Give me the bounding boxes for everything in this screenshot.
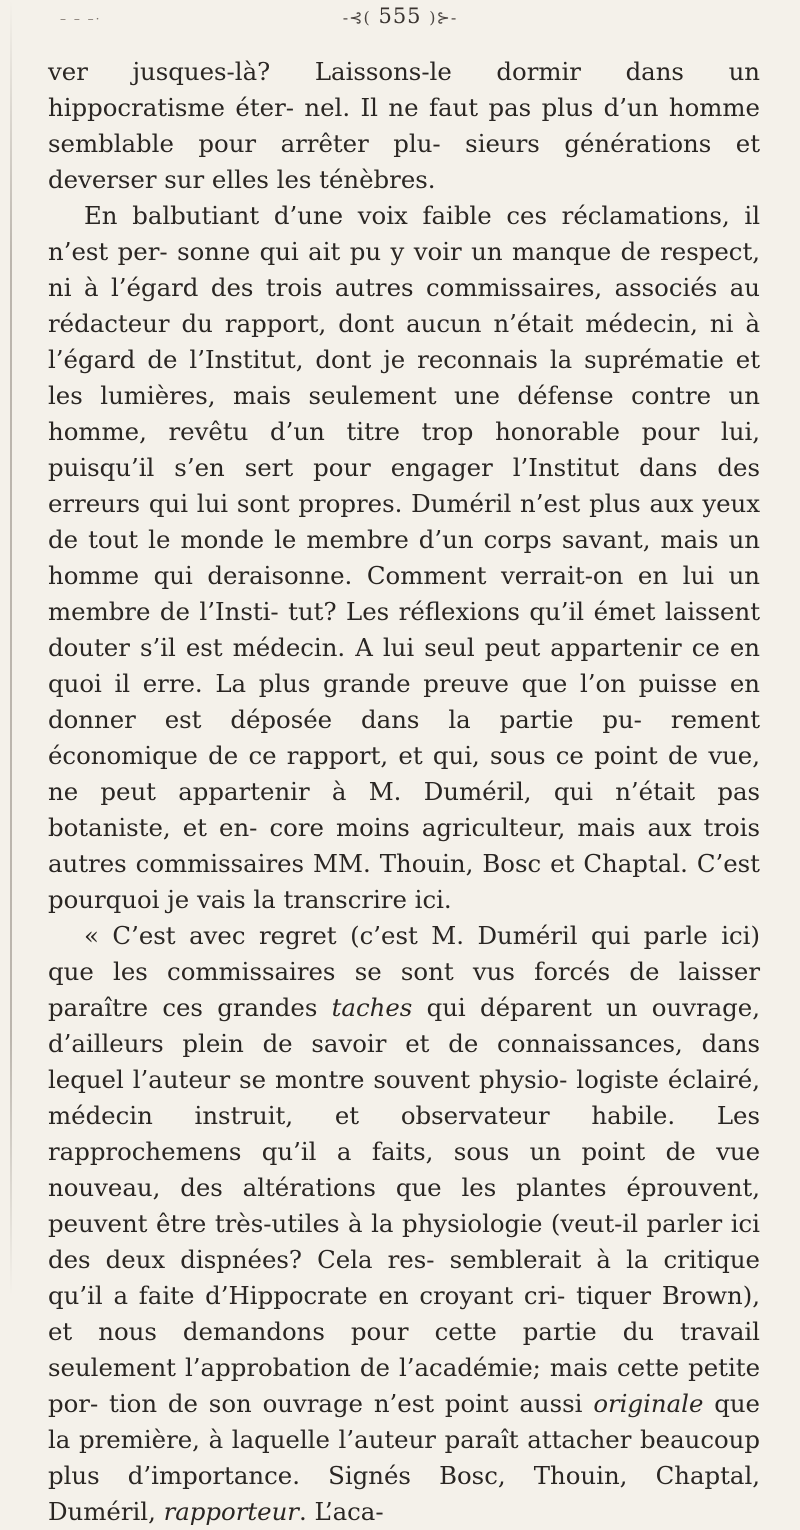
header-right-ornament: )⊱- xyxy=(429,8,458,27)
text-segment: « C’est avec regret (c’est M. Duméril qui parle ici) que les commissaires se sont vus forcés de laisser paraître ces grandes xyxy=(48,921,760,1022)
text-segment: qui déparent un ouvrage, d’ailleurs plein de savoir et de connaissances, dans lequel l’auteur se montre souvent physio- logiste éclairé, médecin instruit, et observateur habile. Les rapprochemens qu’il a faits, sous un point de vue nouveau, des altérations que les plantes éprouvent, peuvent être très-utiles à la physiologie (veut-il parler ici des deux dispnées? Cela res- semblerait à la critique qu’il a faite d’Hippocrate en croyant cri- tiquer Brown), et nous demandons pour cette partie du travail seulement l’approbation de l’académie; mais cette petite por- tion de son ouvrage n’est point aussi xyxy=(48,993,760,1418)
text-segment: que la première, à laquelle l’auteur paraît attacher beaucoup plus d’importance. Signés Bosc, Thouin, Chaptal, Duméril, xyxy=(48,1389,760,1526)
corner-mark: – – –· xyxy=(60,12,102,26)
italic-text-segment: rapporteur xyxy=(163,1497,299,1526)
text-segment: . L’aca- xyxy=(298,1497,384,1526)
text-segment: En balbutiant d’une voix faible ces réclamations, il n’est per- sonne qui ait pu y voir un manque de respect, ni à l’égard des trois autres commissaires, associés au rédacteur du rapport, dont aucun n’était médecin, ni à l’égard de l’Institut, dont je reconnais la suprématie et les lumières, mais seulement une défense contre un homme, revêtu d’un titre trop honorable pour lui, puisqu’il s’en sert pour engager l’Institut dans des erreurs qui lui sont propres. Duméril n’est plus aux yeux de tout le monde le membre d’un corps savant, mais un homme qui deraisonne. Comment verrait-on en lui un membre de l’Insti- tut? Les réflexions qu’il émet laissent douter s’il est médecin. A lui seul peut appartenir ce en quoi il erre. La plus grande preuve que l’on puisse en donner est déposée dans la partie pu- rement économique de ce rapport, et qui, sous ce point de vue, ne peut appartenir à M. Duméril, qui n’était pas botaniste, et en- core moins agriculteur, mais aux trois autres commissaires MM. Thouin, Bosc et Chaptal. C’est pourquoi je vais la transcrire ici. xyxy=(48,201,760,914)
paragraph-1 xyxy=(48,54,760,198)
header-left-ornament: -⊰( xyxy=(342,8,371,27)
paragraph-2 xyxy=(48,198,760,918)
italic-text-segment: originale xyxy=(593,1389,704,1418)
text-segment: ver jusques-là? Laissons-le dormir dans un hippocratisme éter- nel. Il ne faut pas plus d’un homme semblable pour arrêter plu- sieurs générations et deverser sur elles les ténèbres. xyxy=(48,57,760,194)
body-text xyxy=(48,54,760,1530)
page-number: 555 xyxy=(378,4,422,28)
italic-text-segment: taches xyxy=(331,993,413,1022)
paragraph-3 xyxy=(48,918,760,1530)
